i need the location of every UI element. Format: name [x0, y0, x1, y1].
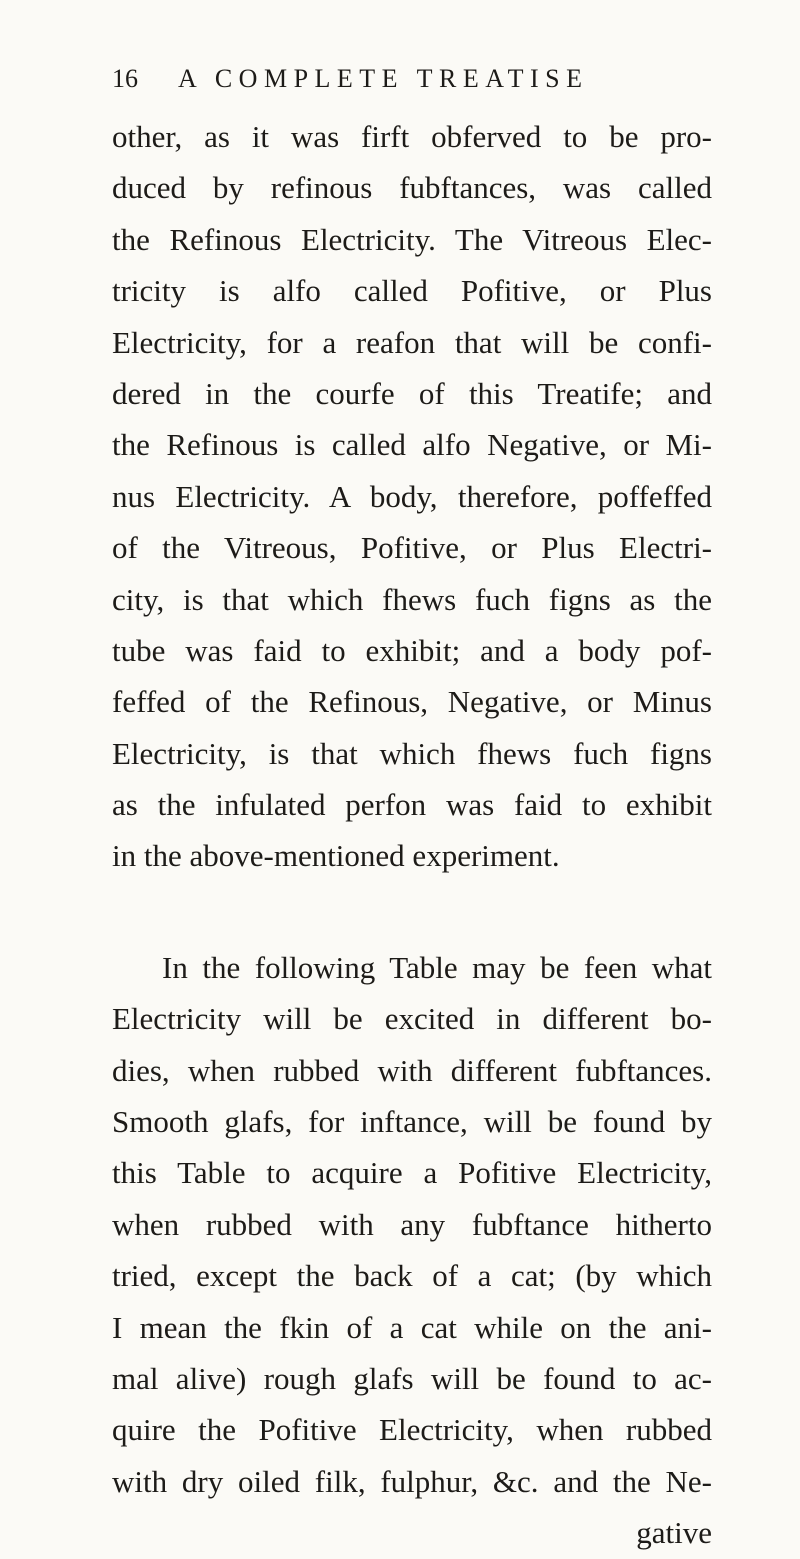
text-line: mal alive) rough glafs will be found to ac-: [112, 1360, 712, 1396]
running-head: [112, 64, 712, 104]
paragraph-1: [112, 111, 712, 882]
body-text: [112, 111, 712, 1559]
text-line: as the infulated perfon was faid to exhibit: [112, 787, 712, 823]
running-head-title: A COMPLETE TREATISE: [178, 64, 589, 93]
text-line: dered in the courfe of this Treatife; and: [112, 375, 712, 411]
text-line: in the above-mentioned experiment.: [112, 838, 560, 874]
paragraph-gap: [112, 882, 712, 942]
text-line: Electricity, for a reafon that will be confi-: [112, 324, 712, 360]
text-line: when rubbed with any fubftance hitherto: [112, 1206, 712, 1242]
text-line: tried, except the back of a cat; (by which: [112, 1258, 712, 1294]
text-line: Electricity will be excited in different bo-: [112, 1001, 712, 1037]
text-line: city, is that which fhews fuch figns as the: [112, 581, 712, 617]
page-number: 16: [112, 64, 138, 93]
text-line: dies, when rubbed with different fubftances.: [112, 1052, 712, 1088]
text-line: the Refinous is called alfo Negative, or Mi-: [112, 427, 712, 463]
text-line: quire the Pofitive Electricity, when rubbed: [112, 1412, 712, 1448]
text-line: feffed of the Refinous, Negative, or Minus: [112, 684, 712, 720]
text-line: other, as it was firft obferved to be pro-: [112, 119, 712, 154]
paragraph-2: [112, 942, 712, 1559]
text-line: In the following Table may be feen what: [162, 949, 712, 985]
catchword: gative: [636, 1515, 712, 1551]
text-line: tube was faid to exhibit; and a body pof-: [112, 632, 712, 668]
text-line: duced by refinous fubftances, was called: [112, 170, 712, 206]
text-line: this Table to acquire a Pofitive Electricity,: [112, 1155, 712, 1191]
text-line: the Refinous Electricity. The Vitreous Elec-: [112, 221, 712, 257]
text-line: tricity is alfo called Pofitive, or Plus: [112, 273, 712, 309]
text-line: Smooth glafs, for inftance, will be found by: [112, 1104, 712, 1140]
text-line: nus Electricity. A body, therefore, poffeffed: [112, 478, 712, 514]
text-line: of the Vitreous, Pofitive, or Plus Electri-: [112, 530, 712, 566]
text-line: Electricity, is that which fhews fuch figns: [112, 735, 712, 771]
text-line: with dry oiled filk, fulphur, &c. and the Ne-: [112, 1463, 712, 1499]
text-line: I mean the fkin of a cat while on the ani-: [112, 1309, 712, 1345]
